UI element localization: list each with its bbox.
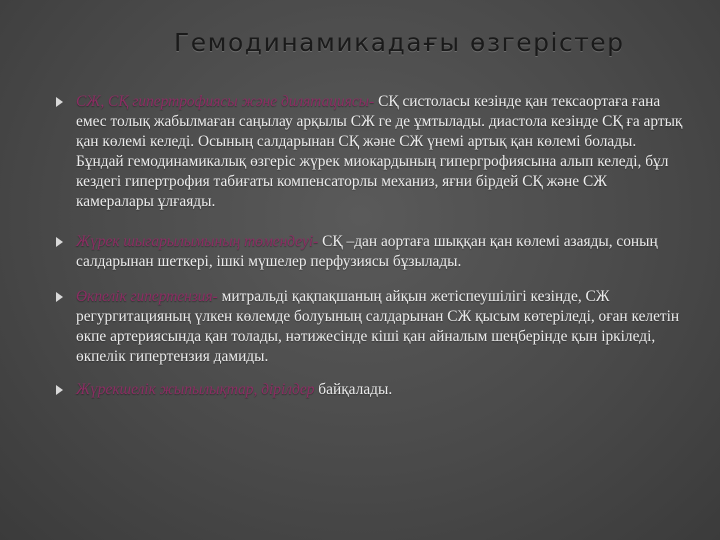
bullet-text: СҚ систоласы кезінде қан тексаортаға ғана емес толық жабылмаған саңылау арқылы СЖ ге де ұмтылады. диастола кезінде СҚ ға артық қан көлемі келеді. Осының салдарынан СҚ және СЖ үнемі артық қан көлемі болады. Бұндай гемодинамикалық өзгеріс жүрек миокардының гипергрофиясына алып келеді, бұл кездегі гипертрофия табиғаты компенсаторлы механиз, яғни бірдей СҚ және СЖ камералары ұлғаяды. [76,93,683,210]
bullet-item [55,232,685,272]
triangle-bullet-icon [55,292,64,302]
triangle-bullet-icon [55,237,64,247]
bullet-term: Жүрек шығарылымының төмендеуі- [76,233,319,250]
bullet-item [55,380,685,400]
bullet-item [55,287,685,367]
bullet-text: митральді қақпақшаның айқын жетіспеушілігі кезінде, СЖ регургитацияның үлкен көлемде болуының салдарынан СЖ қысым көтеріледі, оған келетін өкпе артериясында қан толады, нәтижесінде кіші қан айналым шеңберінде қын іркіледі, өкпелік гипертензия дамиды. [76,288,680,365]
slide-title: Гемодинамикадағы өзгерістер [174,28,625,57]
bullet-term: СЖ, СҚ гипертрофиясы және дилятациясы- [76,93,375,110]
bullet-term: Өкпелік гипертензия- [76,288,218,305]
bullet-text: СҚ –дан аортаға шыққан қан көлемі азаяды, соның салдарынан шеткері, ішкі мүшелер перфузиясы бұзылады. [76,233,658,270]
bullet-term: Жүрекшелік жыпылықтар, дірілдер [76,381,315,398]
triangle-bullet-icon [55,97,64,107]
slide-content [55,92,685,400]
triangle-bullet-icon [55,385,64,395]
bullet-text: байқалады. [314,381,393,398]
bullet-item [55,92,685,212]
